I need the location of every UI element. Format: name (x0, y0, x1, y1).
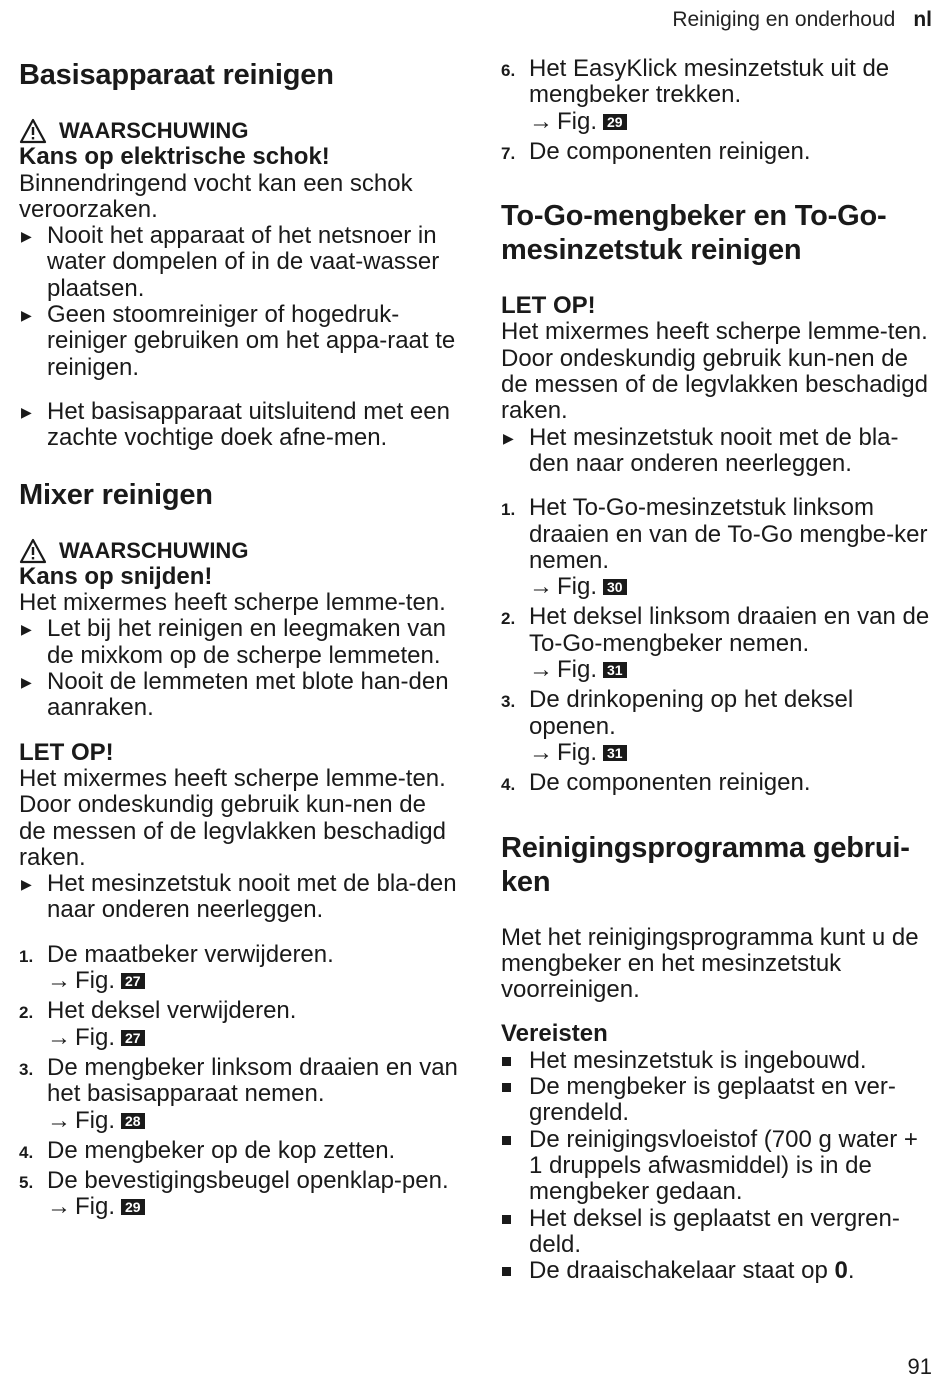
right-column (501, 56, 933, 1284)
step-item: 1. Het To-Go-mesinzetstuk linksom draaien en van de To-Go mengbe-ker nemen. → Fig. 30 (501, 494, 928, 601)
step-item: 6. Het EasyKlick mesinzetstuk uit de mengbeker trekken. → Fig. 29 (501, 55, 890, 135)
list-item: ▶ Het mesinzetstuk nooit met de bla-den naar onderen neerleggen. (21, 870, 457, 924)
page-header (672, 8, 932, 32)
warning-list (19, 616, 459, 721)
list-item: ▶ Nooit de lemmeten met blote han-den aanraken. (21, 668, 449, 722)
warning-text: Het mixermes heeft scherpe lemme-ten. (19, 589, 446, 617)
figure-badge: 28 (121, 1113, 145, 1129)
square-bullet-icon (502, 1136, 511, 1145)
note-text: Het mixermes heeft scherpe lemme-ten. Door ondeskundig gebruik kun-nen de de messen of de legvlakken beschadigd raken. (501, 318, 928, 425)
step-item: 2. Het deksel linksom draaien en van de To-Go-mengbeker nemen. → Fig. 31 (501, 603, 930, 684)
figure-badge: 29 (121, 1199, 145, 1215)
step-item: 4. De componenten reinigen. (501, 769, 811, 797)
list-item: ▶ Let bij het reinigen en leegmaken van de mixkom op de scherpe lemmeten. (21, 615, 446, 669)
warning-list (19, 223, 459, 381)
switch-position-value: 0 (834, 1257, 848, 1285)
language-code: nl (913, 8, 932, 31)
arrow-right-icon: → (529, 738, 553, 766)
note-label: LET OP! (19, 738, 114, 766)
figure-badge: 27 (121, 973, 145, 989)
note-list (501, 425, 933, 478)
page-number: 91 (907, 1354, 932, 1379)
note-list (19, 871, 459, 924)
section-heading: Reinigingsprogramma gebrui-ken (501, 831, 910, 898)
step-item: 2. Het deksel verwijderen. → Fig. 27 (19, 997, 297, 1051)
list-item: Het mesinzetstuk is ingebouwd. (501, 1048, 933, 1074)
step-item: 7. De componenten reinigen. (501, 137, 811, 165)
arrow-right-icon: → (529, 573, 553, 601)
square-bullet-icon (502, 1215, 511, 1224)
list-item: De mengbeker is geplaatst en ver-grendeld. (501, 1074, 933, 1127)
step-item: 3. De mengbeker linksom draaien en van het basisapparaat nemen. → Fig. 28 (19, 1053, 458, 1134)
warning-heading: Kans op snijden! (19, 562, 213, 590)
list-item: Het deksel is geplaatst en vergren-deld. (501, 1206, 933, 1259)
warning-triangle-icon (19, 538, 47, 564)
step-list (501, 495, 933, 796)
section-heading: To-Go-mengbeker en To-Go-mesinzetstuk reinigen (501, 200, 887, 267)
step-list (501, 56, 933, 165)
warning-triangle-icon (19, 118, 47, 144)
arrow-right-icon: → (47, 1193, 71, 1221)
list-item: ▶ Het mesinzetstuk nooit met de bla-den naar onderen neerleggen. (503, 423, 899, 477)
arrow-right-icon: → (47, 967, 71, 995)
list-item: ▶ Het basisapparaat uitsluitend met een zachte vochtige doek afne-men. (21, 397, 450, 452)
warning-label: WAARSCHUWING (59, 537, 249, 563)
square-bullet-icon (502, 1057, 511, 1066)
step-item: 1. De maatbeker verwijderen. → Fig. 27 (19, 940, 334, 995)
warning-title (19, 118, 459, 144)
square-bullet-icon (502, 1267, 511, 1276)
warning-text: Binnendringend vocht kan een schok veroorzaken. (19, 169, 413, 223)
figure-badge: 29 (603, 114, 627, 130)
arrow-right-icon: → (529, 107, 553, 135)
requirements-label: Vereisten (501, 1020, 608, 1048)
figure-badge: 30 (603, 579, 627, 595)
list-item: ▶ Nooit het apparaat of het netsnoer in water dompelen of in de vaat-wasser plaatsen. (21, 222, 440, 302)
list-item: De draaischakelaar staat op 0. (501, 1258, 933, 1284)
step-list (19, 942, 459, 1221)
step-item: 5. De bevestigingsbeugel openklap-pen. → Fig. 29 (19, 1167, 449, 1221)
arrow-right-icon: → (47, 1106, 71, 1134)
step-item: 3. De drinkopening op het deksel openen. → Fig. 31 (501, 686, 854, 766)
warning-heading: Kans op elektrische schok! (19, 143, 330, 171)
arrow-right-icon: → (529, 656, 553, 684)
step-item: 4. De mengbeker op de kop zetten. (19, 1136, 396, 1164)
section-title: Reiniging en onderhoud (672, 8, 896, 31)
figure-badge: 27 (121, 1030, 145, 1046)
intro-text: Met het reinigingsprogramma kunt u de mengbeker en het mesinzetstuk voorreinigen. (501, 923, 919, 1004)
section-heading: Mixer reinigen (19, 478, 213, 511)
list-item: ▶ Geen stoomreiniger of hogedruk-reiniger gebruiken om het appa-raat te reinigen. (21, 301, 456, 381)
warning-label: WAARSCHUWING (59, 118, 249, 143)
left-column (19, 56, 459, 1221)
figure-badge: 31 (603, 745, 627, 761)
section-heading: Basisapparaat reinigen (19, 59, 334, 91)
instruction-list (19, 399, 459, 452)
note-text: Het mixermes heeft scherpe lemme-ten. Door ondeskundig gebruik kun-nen de de messen of de legvlakken beschadigd raken. (19, 764, 446, 871)
requirements-list (501, 1048, 933, 1285)
warning-title (19, 538, 459, 564)
arrow-right-icon: → (47, 1023, 71, 1051)
list-item: De reinigingsvloeistof (700 g water + 1 druppels afwasmiddel) is in de mengbeker gedaan. (501, 1127, 933, 1206)
square-bullet-icon (502, 1083, 511, 1092)
figure-badge: 31 (603, 662, 627, 678)
note-label: LET OP! (501, 292, 596, 320)
